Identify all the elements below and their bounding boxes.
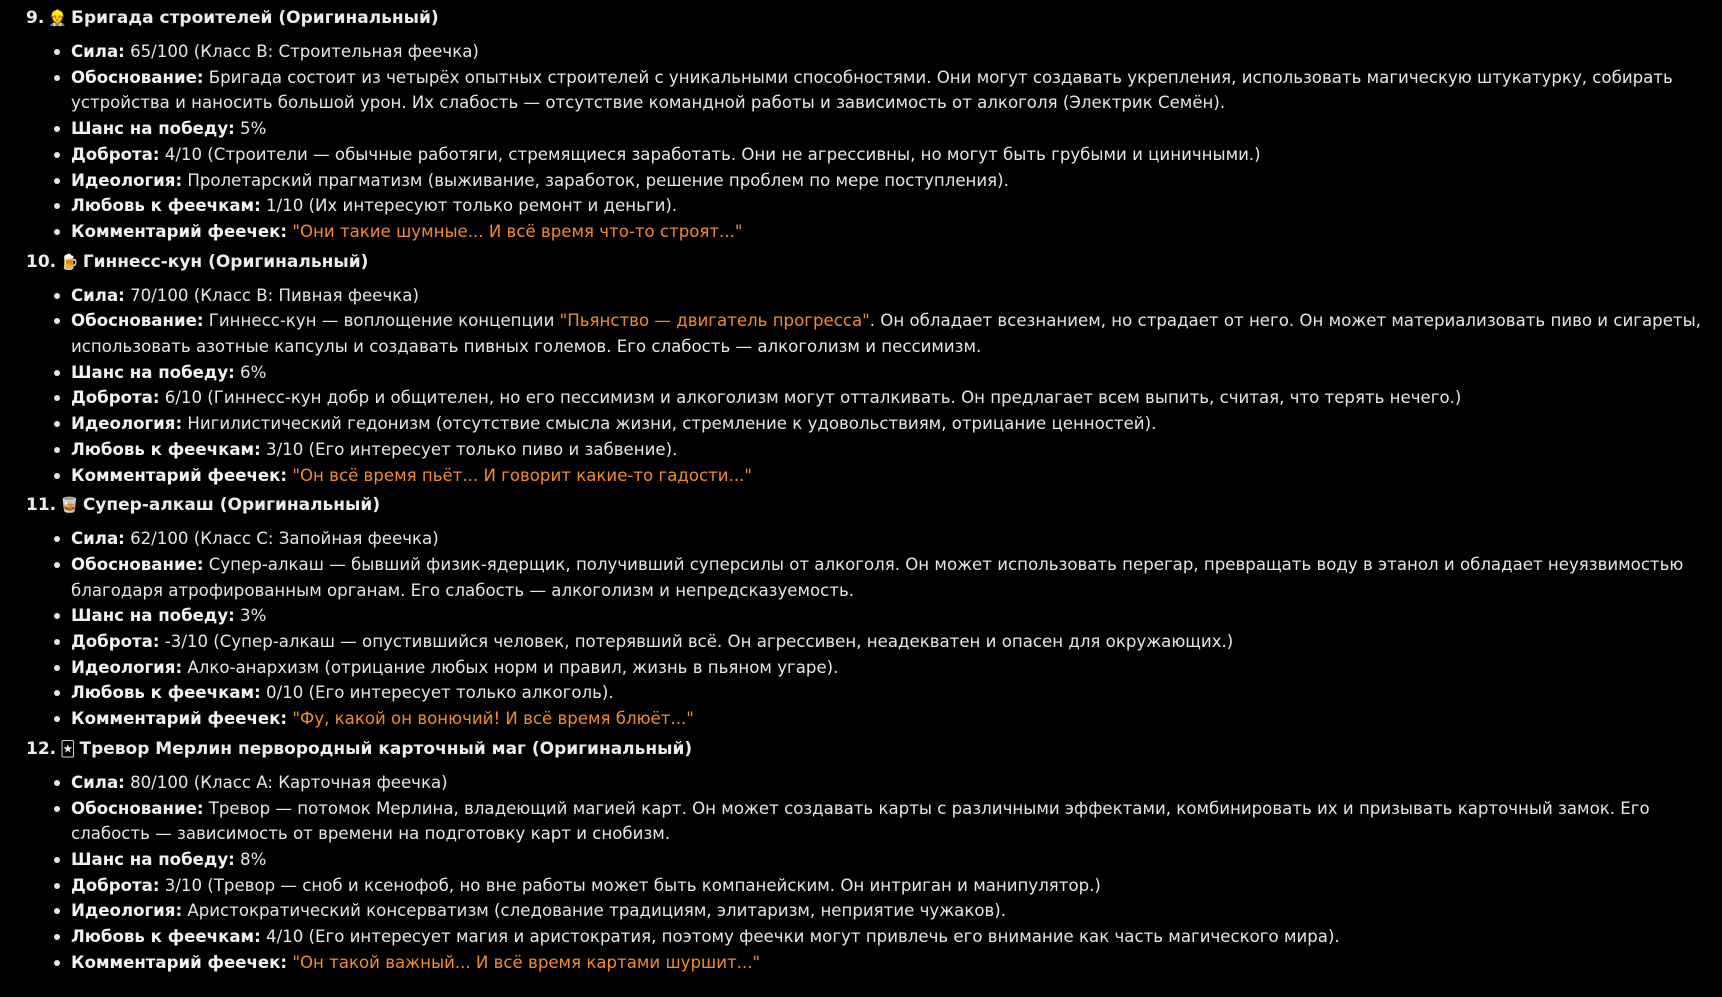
chance-value: 6%: [234, 362, 267, 382]
section-title: [26, 493, 1702, 517]
beer-icon: 🍺: [60, 252, 79, 271]
list-item-kindness: [71, 629, 1702, 655]
strength-value: 80/100 (Класс A: Карточная феечка): [124, 772, 448, 792]
strength-label: Сила:: [71, 42, 125, 61]
section-11: [26, 493, 1702, 732]
list-item-strength: [71, 39, 1702, 65]
kindness-value: 4/10 (Строители — обычные работяги, стремящиеся заработать. Они не агрессивны, но могут быть грубыми и циничными.): [159, 144, 1261, 164]
section-heading: Супер-алкаш (Оригинальный): [82, 495, 381, 516]
list-item-kindness: [71, 873, 1702, 899]
section-title: [26, 737, 1702, 761]
ideology-value: Алко-анархизм (отрицание любых норм и правил, жизнь в пьяном угаре).: [182, 657, 839, 677]
strength-label: Сила:: [71, 529, 125, 549]
kindness-value: 3/10 (Тревор — сноб и ксенофоб, но вне работы может быть компанейским. Он интриган и манипулятор.): [159, 875, 1101, 895]
kindness-label: Доброта:: [71, 632, 160, 652]
builder-icon: 👷: [48, 9, 67, 27]
comment-label: Комментарий феечек:: [71, 221, 288, 241]
kindness-label: Доброта:: [71, 388, 160, 408]
love-value: 4/10 (Его интересует магия и аристократия, поэтому феечки могут привлечь его внимание как часть магического мира).: [260, 927, 1340, 947]
strength-value: 70/100 (Класс B: Пивная феечка): [124, 285, 419, 305]
list-item-chance: [71, 360, 1702, 386]
attribute-list: [26, 770, 1702, 976]
section-title: [26, 6, 1702, 30]
chance-value: 5%: [234, 119, 267, 139]
reason-label: Обоснование:: [71, 554, 204, 574]
love-label: Любовь к феечкам:: [71, 439, 261, 459]
list-item-reason: [71, 796, 1702, 847]
love-label: Любовь к феечкам:: [71, 927, 261, 947]
reason-value: Тревор — потомок Мерлина, владеющий магией карт. Он может создавать карты с различными эффектами, комбинировать их и призывать карточный замок. Его слабость — зависимость от времени на подготовку карт и снобизм.: [71, 798, 1650, 844]
reason-label: Обоснование:: [71, 798, 204, 818]
reason-value: Бригада состоит из четырёх опытных строителей с уникальными способностями. Они могут создавать укрепления, использовать магическую штукатурку, собирать устройства и наносить большой урон. Их слабость — отсутствие командной работы и зависимость от алкоголя (Электрик Семён).: [71, 67, 1673, 113]
reason-text-start: Гиннесс-кун — воплощение концепции: [203, 311, 560, 331]
ideology-value: Пролетарский прагматизм (выживание, заработок, решение проблем по мере поступления).: [182, 170, 1009, 190]
comment-quote: "Он такой важный... И всё время картами шуршит...": [292, 952, 761, 972]
attribute-list: [26, 526, 1702, 732]
list-item-strength: [71, 770, 1702, 796]
ideology-value: Аристократический консерватизм (следование традициям, элитаризм, неприятие чужаков).: [182, 901, 1007, 921]
section-12: [26, 737, 1702, 976]
section-title: [26, 250, 1702, 274]
kindness-value: 6/10 (Гиннесс-кун добр и общителен, но его пессимизм и алкоголизм могут отталкивать. Он предлагает всем выпить, считая, что терять нечего.): [159, 388, 1462, 408]
kindness-label: Доброта:: [71, 144, 160, 164]
comment-quote: "Он всё время пьёт... И говорит какие-то гадости...": [292, 465, 753, 485]
strength-value: 62/100 (Класс C: Запойная феечка): [124, 529, 439, 549]
list-item-ideology: [71, 655, 1702, 681]
comment-quote: "Они такие шумные... И всё время что-то строят...": [292, 221, 743, 241]
drink-icon: 🥃: [60, 496, 79, 515]
list-item-kindness: [71, 385, 1702, 411]
list-item-reason: [71, 308, 1702, 359]
section-number: 12.: [26, 738, 57, 759]
kindness-value: -3/10 (Супер-алкаш — опустившийся человек, потерявший всё. Он агрессивен, неадекватен и опасен для окружающих.): [159, 632, 1234, 652]
love-value: 1/10 (Их интересуют только ремонт и деньги).: [260, 196, 678, 216]
chance-value: 3%: [234, 606, 267, 626]
ideology-label: Идеология:: [71, 901, 183, 921]
kindness-label: Доброта:: [71, 875, 160, 895]
chance-label: Шанс на победу:: [71, 119, 235, 139]
reason-label: Обоснование:: [71, 67, 204, 87]
love-value: 3/10 (Его интересует только пиво и забвение).: [260, 439, 678, 459]
ideology-label: Идеология:: [71, 170, 183, 190]
list-item-ideology: [71, 898, 1702, 924]
list-item-love: [71, 924, 1702, 950]
reason-quote: "Пьянство — двигатель прогресса": [559, 311, 870, 331]
comment-quote: "Фу, какой он вонючий! И всё время блюёт...": [292, 709, 694, 729]
section-heading: Тревор Мерлин первородный карточный маг (Оригинальный): [79, 738, 693, 759]
section-number: 11.: [26, 495, 57, 516]
list-item-ideology: [71, 168, 1702, 194]
comment-label: Комментарий феечек:: [71, 465, 288, 485]
reason-label: Обоснование:: [71, 311, 204, 331]
list-item-reason: [71, 65, 1702, 116]
list-item-chance: [71, 603, 1702, 629]
playing-card-icon: 🃏: [60, 739, 76, 758]
list-item-comment: [71, 706, 1702, 732]
list-item-strength: [71, 283, 1702, 309]
list-item-comment: [71, 463, 1702, 489]
section-10: [26, 250, 1702, 489]
section-heading: Гиннесс-кун (Оригинальный): [82, 251, 369, 272]
ideology-label: Идеология:: [71, 657, 183, 677]
comment-label: Комментарий феечек:: [71, 952, 288, 972]
chance-label: Шанс на победу:: [71, 849, 235, 869]
list-item-chance: [71, 847, 1702, 873]
section-number: 9.: [26, 8, 45, 28]
strength-label: Сила:: [71, 772, 125, 792]
love-label: Любовь к феечкам:: [71, 196, 261, 216]
attribute-list: [26, 283, 1702, 489]
list-item-comment: [71, 219, 1702, 245]
ideology-value: Нигилистический гедонизм (отсутствие смысла жизни, стремление к удовольствиям, отрицание ценностей).: [182, 414, 1157, 434]
strength-label: Сила:: [71, 285, 125, 305]
comment-label: Комментарий феечек:: [71, 709, 288, 729]
section-heading: Бригада строителей (Оригинальный): [70, 8, 439, 28]
reason-value: Супер-алкаш — бывший физик-ядерщик, получивший суперсилы от алкоголя. Он может использовать перегар, превращать воду в этанол и обладает неуязвимостью благодаря атрофированным органам. Его слабость — алкоголизм и непредсказуемость.: [71, 554, 1684, 600]
chance-value: 8%: [234, 849, 267, 869]
chance-label: Шанс на победу:: [71, 362, 235, 382]
chance-label: Шанс на победу:: [71, 606, 235, 626]
list-item-comment: [71, 950, 1702, 976]
love-label: Любовь к феечкам:: [71, 683, 261, 703]
ideology-label: Идеология:: [71, 414, 183, 434]
strength-value: 65/100 (Класс B: Строительная феечка): [124, 42, 479, 61]
list-item-love: [71, 193, 1702, 219]
list-item-kindness: [71, 142, 1702, 168]
list-item-ideology: [71, 411, 1702, 437]
reason-text-end: . Он обладает всезнанием, но страдает от него. Он может материализовать пиво и сигареты, использовать азотные капсулы и создавать пивных големов. Его слабость — алкоголизм и пессимизм.: [71, 311, 1701, 357]
section-number: 10.: [26, 251, 57, 272]
list-item-strength: [71, 526, 1702, 552]
section-9: [26, 6, 1702, 245]
list-item-love: [71, 680, 1702, 706]
list-item-reason: [71, 552, 1702, 603]
attribute-list: [26, 39, 1702, 245]
list-item-love: [71, 437, 1702, 463]
list-item-chance: [71, 116, 1702, 142]
love-value: 0/10 (Его интересует только алкоголь).: [260, 683, 614, 703]
